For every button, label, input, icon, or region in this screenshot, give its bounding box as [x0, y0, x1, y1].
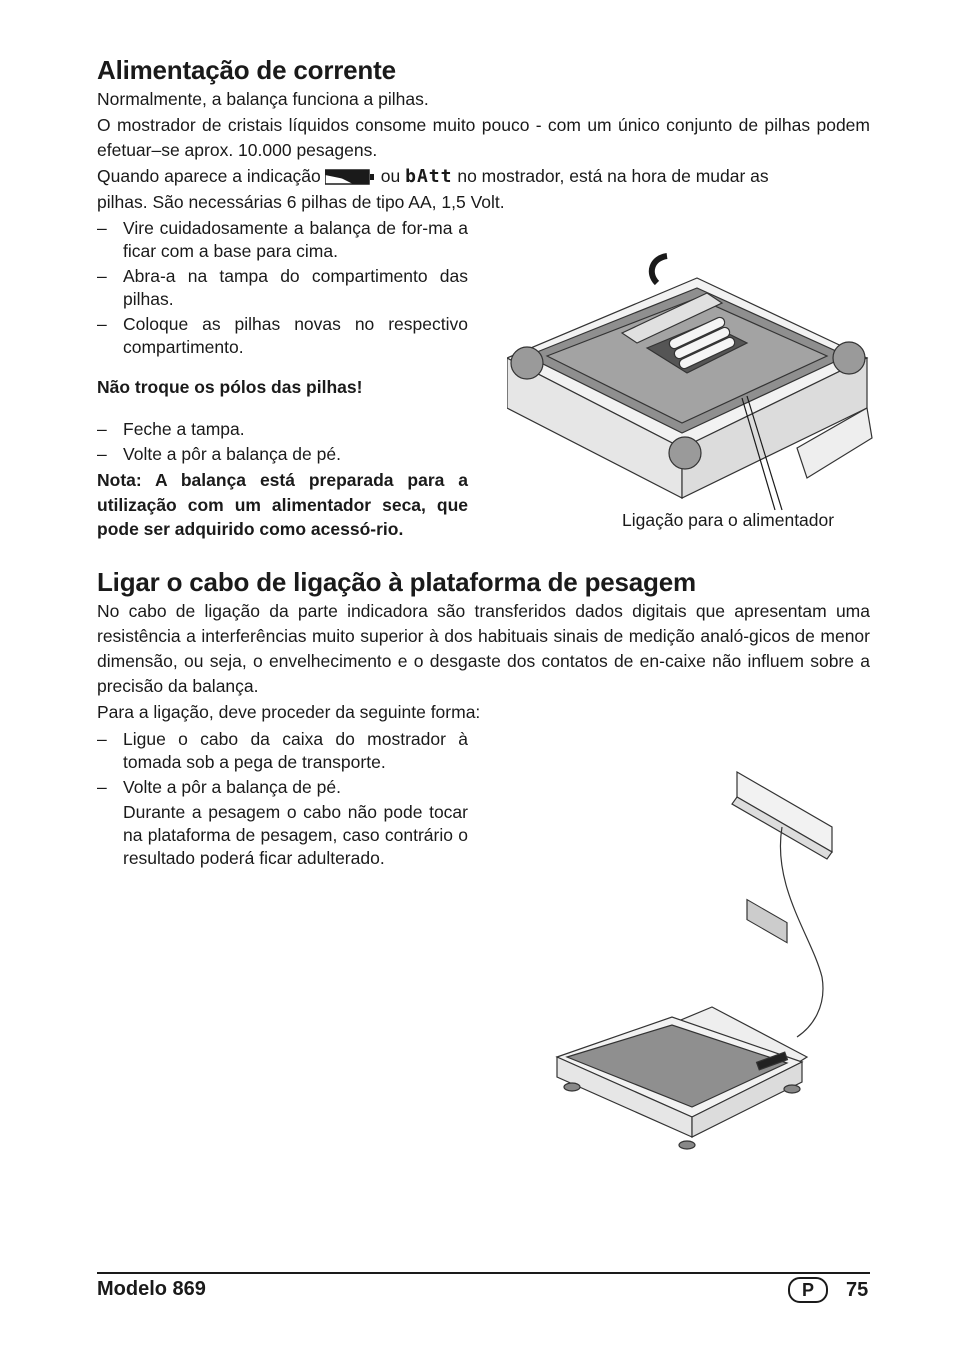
text: ou — [380, 166, 401, 186]
section-title-cable: Ligar o cabo de ligação à plataforma de pesagem — [97, 566, 696, 597]
list-item: – Ligue o cabo da caixa do mostrador à tomada sob a pega de transporte. — [97, 728, 468, 772]
list-item: – Abra-a na tampa do compartimento das pilhas. — [97, 266, 468, 309]
list-item-text: Volte a pôr a balança de pé. — [123, 444, 341, 464]
page-content — [97, 52, 870, 870]
step-note: Durante a pesagem o cabo não pode tocar na plataforma de pesagem, caso contrário o resultado poderá ficar adulterado. — [123, 801, 468, 868]
list-item: – Volte a pôr a balança de pé. — [97, 444, 341, 464]
paragraph: O mostrador de cristais líquidos consome muito pouco - com um único conjunto de pilhas podem efetuar–se aprox. 10.000 pesagens. — [97, 115, 870, 160]
paragraph: Para a ligação, deve proceder da seguinte forma: — [97, 701, 481, 722]
warning-text: Não troque os pólos das pilhas! — [97, 377, 363, 397]
paragraph: No cabo de ligação da parte indicadora são transferidos dados digitais que apresentam uma resistência a interferências muito superior à dos habituais sinais de medição analó-gicos de menor dimensão, ou seja, o envelhecimento e o desgaste dos contatos de en-caixe não influem sobre a precisão da balança. — [97, 600, 870, 696]
left-column — [97, 217, 468, 542]
scale-with-display-illustration — [552, 767, 852, 1157]
paragraph-battery-indicator — [97, 164, 870, 189]
list-item: – Vire cuidadosamente a balança de for-ma a ficar com a base para cima. — [97, 218, 468, 261]
footer-right — [788, 1277, 868, 1303]
left-column-2 — [97, 728, 468, 870]
list-item-text: Abra-a na tampa do compartimento das pilhas. — [123, 266, 468, 309]
list-item-text: Feche a tampa. — [123, 419, 245, 439]
footer-model: Modelo 869 — [97, 1278, 206, 1300]
list-item: – Feche a tampa. — [97, 419, 245, 439]
figure-caption: Ligação para o alimentador — [622, 510, 835, 530]
footer-rule — [97, 1272, 870, 1274]
section-title-power: Alimentação de corrente — [97, 55, 396, 85]
list-item: – Coloque as pilhas novas no respectivo compartimento. — [97, 314, 468, 357]
list-item-text: Vire cuidadosamente a balança de for-ma a ficar com a base para cima. — [123, 218, 468, 261]
list-item-text: Ligue o cabo da caixa do mostrador à tomada sob a pega de transporte. — [123, 728, 468, 772]
note-text: Nota: A balança está preparada para a utilização com um alimentador seca, que pode ser adquirido como acessó-rio. — [97, 470, 468, 539]
text: Quando aparece a indicação — [97, 166, 321, 186]
scale-underside-illustration — [507, 228, 877, 528]
list-item-text: Coloque as pilhas novas no respectivo compartimento. — [123, 314, 468, 357]
paragraph: pilhas. São necessárias 6 pilhas de tipo AA, 1,5 Volt. — [97, 192, 505, 212]
battery-low-icon — [325, 169, 375, 185]
language-badge: P — [788, 1277, 828, 1303]
paragraph: Normalmente, a balança funciona a pilhas. — [97, 89, 429, 109]
text: no mostrador, está na hora de mudar as — [457, 166, 769, 186]
page-number: 75 — [846, 1278, 869, 1301]
list-item: – Volte a pôr a balança de pé. — [97, 776, 341, 797]
batt-display-text: bAtt — [405, 166, 453, 187]
list-item-text: Volte a pôr a balança de pé. — [123, 776, 341, 797]
